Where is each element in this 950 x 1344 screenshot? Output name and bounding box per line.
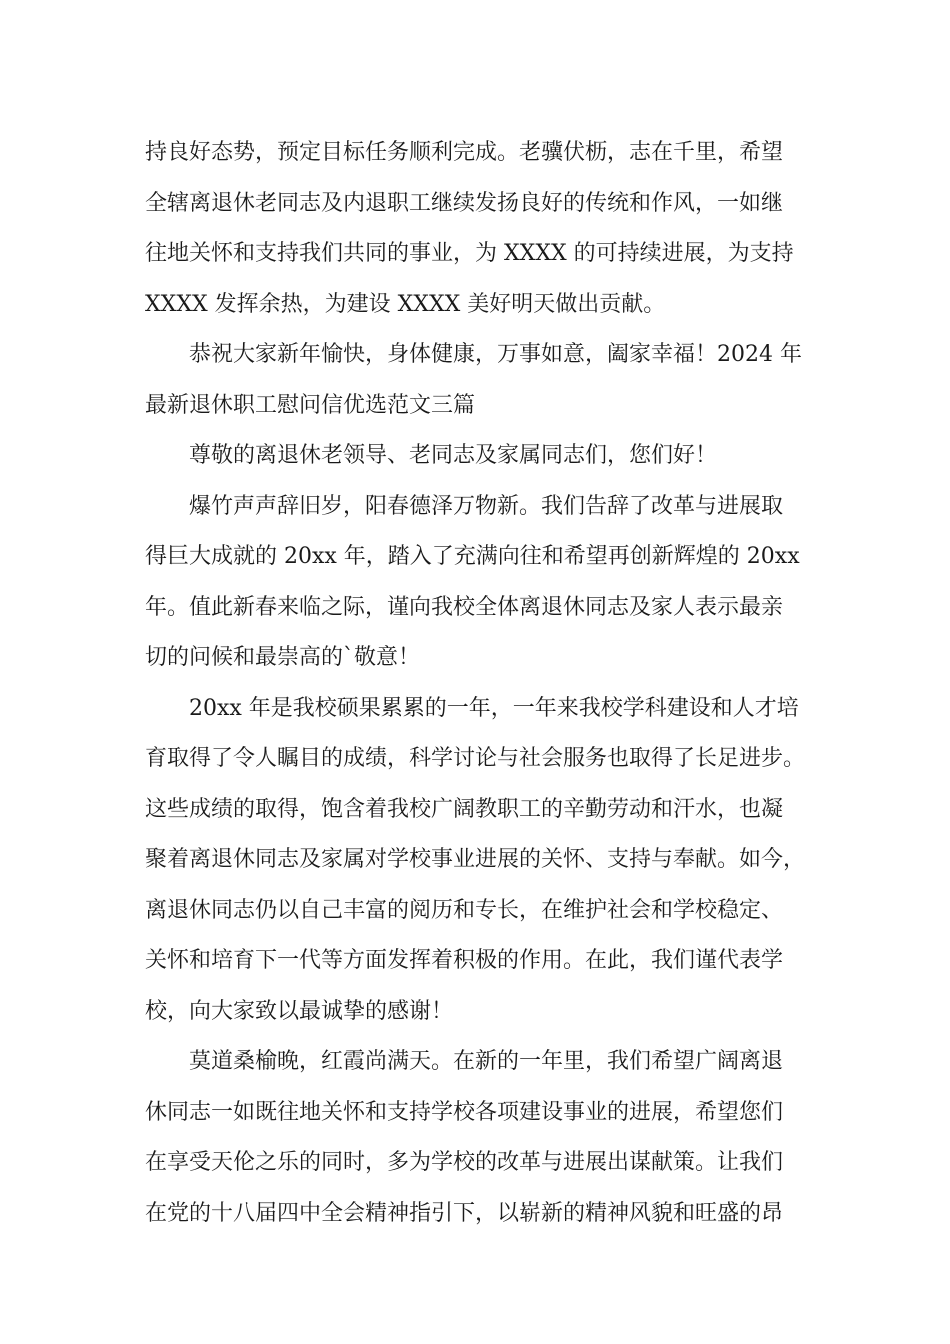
text-line: 年。值此新春来临之际，谨向我校全体离退休同志及家人表示最亲 — [145, 594, 784, 620]
text-line: 得巨大成就的 20xx 年，踏入了充满向往和希望再创新辉煌的 20xx — [145, 544, 800, 569]
text-line: 育取得了令人瞩目的成绩，科学讨论与社会服务也取得了长足进步。 — [145, 746, 806, 771]
text-line: 校，向大家致以最诚挚的感谢！ — [145, 998, 454, 1024]
text-line: 恭祝大家新年愉快，身体健康，万事如意，阖家幸福！2024 年 — [189, 342, 802, 367]
text-line: 休同志一如既往地关怀和支持学校各项建设事业的进展，希望您们 — [145, 1099, 784, 1125]
text-line: 关怀和培育下一代等方面发挥着积极的作用。在此，我们谨代表学 — [145, 948, 784, 973]
text-line: 往地关怀和支持我们共同的事业，为 XXXX 的可持续进展，为支持 — [145, 241, 794, 266]
text-line: 切的问候和最崇高的`敬意！ — [145, 645, 421, 670]
text-line: 莫道桑榆晚，红霞尚满天。在新的一年里，我们希望广阔离退 — [189, 1049, 784, 1074]
text-line: 最新退休职工慰问信优选范文三篇 — [145, 392, 476, 418]
text-line: 聚着离退休同志及家属对学校事业进展的关怀、支持与奉献。如今， — [145, 847, 806, 872]
text-line: 持良好态势，预定目标任务顺利完成。老骥伏枥，志在千里，希望 — [145, 140, 784, 165]
text-line: 在享受天伦之乐的同时，多为学校的改革与进展出谋献策。让我们 — [145, 1150, 784, 1175]
text-line: 这些成绩的取得，饱含着我校广阔教职工的辛勤劳动和汗水，也凝 — [145, 796, 784, 822]
text-line: XXXX 发挥余热，为建设 XXXX 美好明天做出贡献。 — [145, 291, 666, 317]
body-text — [145, 128, 815, 1239]
text-line: 在党的十八届四中全会精神指引下，以崭新的精神风貌和旺盛的昂 — [145, 1200, 784, 1226]
salutation: 尊敬的离退休老领导、老同志及家属同志们，您们好！ — [189, 443, 718, 468]
text-line: 离退休同志仍以自己丰富的阅历和专长，在维护社会和学校稳定、 — [145, 897, 784, 923]
text-line: 爆竹声声辞旧岁，阳春德泽万物新。我们告辞了改革与进展取 — [189, 493, 784, 519]
text-line: 20xx 年是我校硕果累累的一年，一年来我校学科建设和人才培 — [189, 695, 799, 721]
text-line: 全辖离退休老同志及内退职工继续发扬良好的传统和作风，一如继 — [145, 190, 784, 216]
